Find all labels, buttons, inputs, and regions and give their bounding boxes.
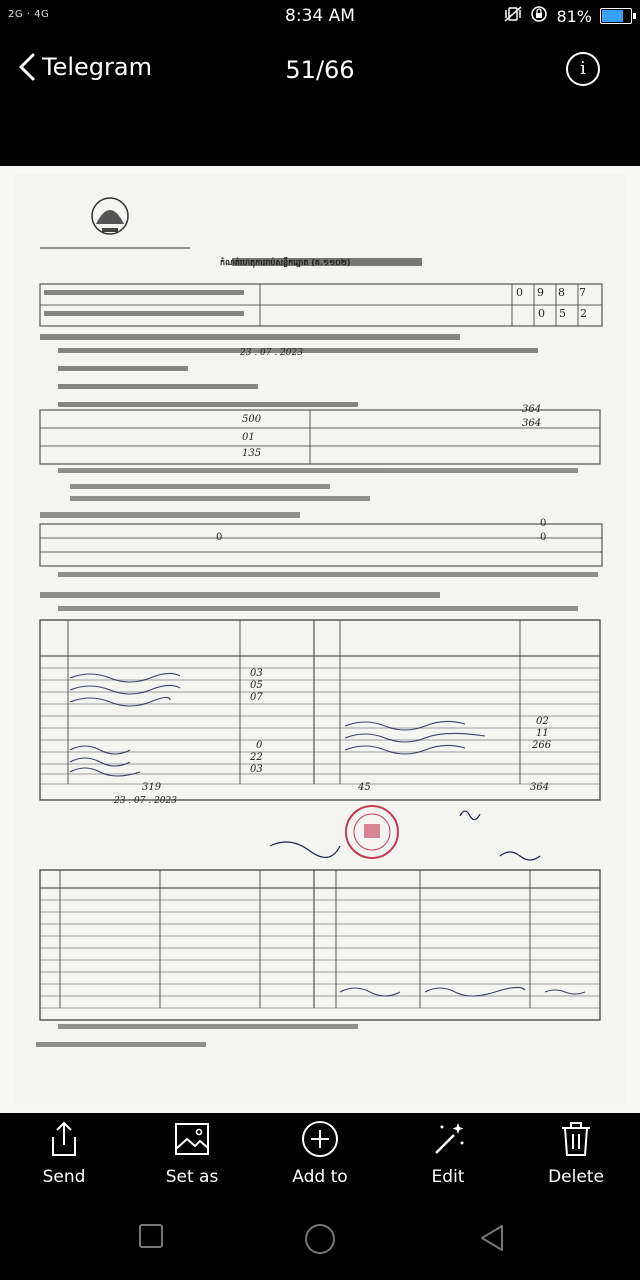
value-364-a: 364 [522,404,542,415]
edit-label: Edit [431,1167,465,1187]
delete-button[interactable] [512,1119,640,1187]
vibrate-icon [504,6,522,26]
recents-button[interactable] [138,1223,164,1253]
add-circle-icon [300,1119,340,1159]
footer-date: 23 . 07 . 2023 [114,796,177,806]
total-364: 364 [530,782,550,793]
trash-icon [558,1119,594,1159]
table-value: 11 [536,728,549,739]
clock: 8:34 AM [285,6,355,26]
image-frame-icon [173,1119,211,1159]
zero-b: 0 [540,532,547,543]
value-01: 01 [242,432,255,443]
value-364-b: 364 [522,418,542,429]
image-actions-toolbar [0,1113,640,1203]
handwritten-date: 23 . 07 . 2023 [240,348,303,358]
table-value: 03 [250,764,263,775]
status-bar [0,0,640,34]
magic-wand-icon [428,1119,468,1159]
viewer-header [0,44,640,96]
set-as-button[interactable] [128,1119,256,1187]
battery-level [602,10,623,22]
total-45: 45 [358,782,371,793]
table-value: 07 [250,692,263,703]
document-title: កំណត់ហេតុការរាប់សន្លឹកឆ្នោត (គ.១១០២) [220,258,351,267]
official-stamp [346,806,398,858]
value-500: 500 [242,414,262,425]
triangle-back-icon [478,1223,506,1253]
battery-icon [600,8,632,24]
set-as-label: Set as [165,1167,219,1187]
value-135: 135 [242,448,262,459]
status-icons [504,5,632,27]
table-value: 0 [256,740,263,751]
back-label: Telegram [42,53,152,81]
square-icon [138,1223,164,1249]
id-digits-bottom: 052 [538,307,601,320]
system-nav-bar [0,1205,640,1280]
table-value: 22 [250,752,263,763]
table-value: 02 [536,716,549,727]
table-value: 05 [250,680,263,691]
image-counter: 51/66 [285,56,355,84]
alarm-icon [530,5,548,27]
document-photo [0,166,640,1113]
battery-percent: 81% [556,6,592,26]
zero-a: 0 [540,518,547,529]
total-319: 319 [142,782,162,793]
table-value: 03 [250,668,263,679]
id-digits-top: 0987 [516,286,600,299]
info-button[interactable] [566,52,600,86]
info-icon: i [580,58,586,79]
signal-indicator: 2G · 4G [8,9,50,20]
send-button[interactable] [0,1119,128,1187]
table-value: 266 [532,740,552,751]
send-label: Send [42,1167,86,1187]
share-icon [47,1119,81,1159]
add-to-label: Add to [292,1167,348,1187]
back-nav-button[interactable] [478,1223,506,1257]
circle-icon [304,1223,336,1255]
home-button[interactable] [304,1223,336,1259]
delete-label: Delete [548,1167,604,1187]
zero-c: 0 [216,532,223,543]
add-to-button[interactable] [256,1119,384,1187]
edit-button[interactable] [384,1119,512,1187]
